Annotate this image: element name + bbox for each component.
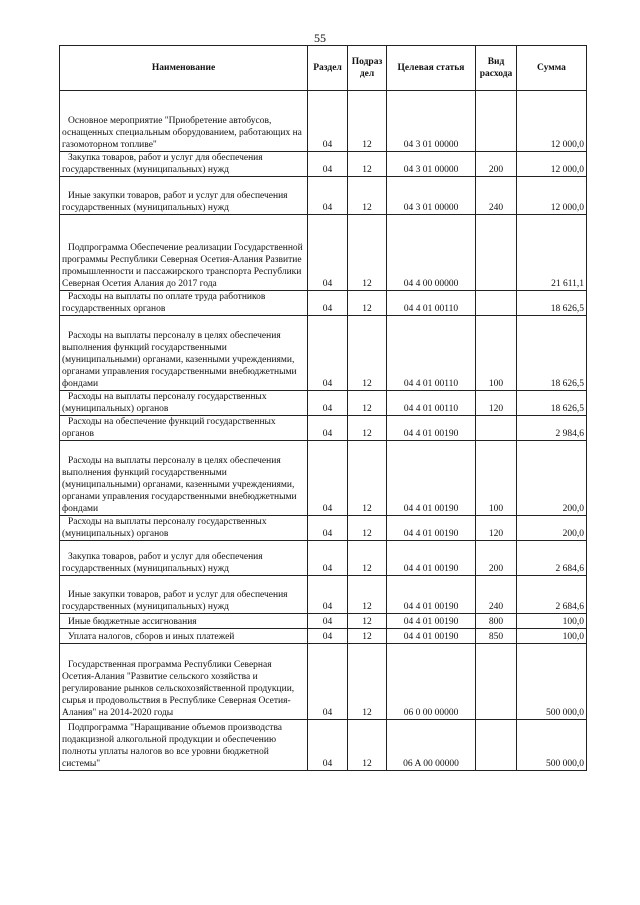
row-name: Уплата налогов, сборов и иных платежей xyxy=(60,629,308,644)
row-section: 04 xyxy=(308,391,348,416)
row-subsection: 12 xyxy=(348,441,387,516)
table-row xyxy=(60,152,587,177)
row-subsection: 12 xyxy=(348,516,387,541)
row-article: 04 4 01 00190 xyxy=(387,541,476,576)
row-kind: 800 xyxy=(476,614,517,629)
row-article: 04 4 01 00190 xyxy=(387,629,476,644)
row-kind: 120 xyxy=(476,516,517,541)
row-name: Подпрограмма Обеспечение реализации Государственной программы Республики Северная Осетия-Алания Развитие промышленности и пассажирского транспорта Республики Северная Осетия Алания до 2017 года xyxy=(60,215,308,291)
table-row xyxy=(60,91,587,152)
row-section: 04 xyxy=(308,629,348,644)
row-article: 04 4 01 00190 xyxy=(387,516,476,541)
row-sum: 18 626,5 xyxy=(517,316,587,391)
row-kind: 240 xyxy=(476,177,517,215)
row-name: Расходы на выплаты персоналу в целях обеспечения выполнения функций государственными (муниципальными) органами, казенными учреждениями, органами управления государственными внебюджетными фондами xyxy=(60,316,308,391)
row-sum: 500 000,0 xyxy=(517,644,587,720)
table-row xyxy=(60,291,587,316)
row-article: 04 4 01 00190 xyxy=(387,416,476,441)
row-subsection: 12 xyxy=(348,391,387,416)
row-article: 04 4 01 00110 xyxy=(387,391,476,416)
row-article: 04 4 01 00190 xyxy=(387,441,476,516)
row-subsection: 12 xyxy=(348,720,387,771)
row-sum: 500 000,0 xyxy=(517,720,587,771)
row-sum: 18 626,5 xyxy=(517,391,587,416)
table-row xyxy=(60,215,587,291)
row-section: 04 xyxy=(308,576,348,614)
row-section: 04 xyxy=(308,614,348,629)
table-row xyxy=(60,177,587,215)
table-row xyxy=(60,541,587,576)
header-section: Раздел xyxy=(308,46,348,91)
row-kind xyxy=(476,720,517,771)
row-kind xyxy=(476,644,517,720)
row-name: Закупка товаров, работ и услуг для обеспечения государственных (муниципальных) нужд xyxy=(60,541,308,576)
row-sum: 100,0 xyxy=(517,629,587,644)
row-sum: 21 611,1 xyxy=(517,215,587,291)
row-section: 04 xyxy=(308,291,348,316)
table-header-row xyxy=(60,46,587,91)
row-subsection: 12 xyxy=(348,629,387,644)
row-subsection: 12 xyxy=(348,614,387,629)
table-row xyxy=(60,391,587,416)
row-subsection: 12 xyxy=(348,576,387,614)
row-kind: 240 xyxy=(476,576,517,614)
row-name: Закупка товаров, работ и услуг для обеспечения государственных (муниципальных) нужд xyxy=(60,152,308,177)
row-sum: 200,0 xyxy=(517,516,587,541)
header-sum: Сумма xyxy=(517,46,587,91)
row-section: 04 xyxy=(308,516,348,541)
row-name: Подпрограмма "Наращивание объемов производства подакцизной алкогольной продукции и обеспечению полноты уплаты налогов во все уровни бюджетной системы" xyxy=(60,720,308,771)
row-article: 04 3 01 00000 xyxy=(387,91,476,152)
row-article: 04 4 00 00000 xyxy=(387,215,476,291)
row-kind xyxy=(476,91,517,152)
row-sum: 200,0 xyxy=(517,441,587,516)
row-name: Иные бюджетные ассигнования xyxy=(60,614,308,629)
header-article: Целевая статья xyxy=(387,46,476,91)
row-name: Расходы на выплаты персоналу государственных (муниципальных) органов xyxy=(60,516,308,541)
table-row xyxy=(60,516,587,541)
row-section: 04 xyxy=(308,720,348,771)
row-sum: 18 626,5 xyxy=(517,291,587,316)
row-subsection: 12 xyxy=(348,152,387,177)
row-kind: 120 xyxy=(476,391,517,416)
row-sum: 12 000,0 xyxy=(517,177,587,215)
row-kind xyxy=(476,291,517,316)
row-kind xyxy=(476,416,517,441)
row-section: 04 xyxy=(308,416,348,441)
row-kind: 100 xyxy=(476,316,517,391)
row-article: 06 0 00 00000 xyxy=(387,644,476,720)
table-row xyxy=(60,316,587,391)
row-sum: 12 000,0 xyxy=(517,152,587,177)
row-subsection: 12 xyxy=(348,215,387,291)
row-kind: 100 xyxy=(476,441,517,516)
row-kind: 850 xyxy=(476,629,517,644)
row-subsection: 12 xyxy=(348,177,387,215)
row-article: 04 4 01 00190 xyxy=(387,576,476,614)
row-sum: 12 000,0 xyxy=(517,91,587,152)
page-number: 55 xyxy=(314,31,326,45)
header-name: Наименование xyxy=(60,46,308,91)
row-name: Государственная программа Республики Северная Осетия-Алания "Развитие сельского хозяйства и регулирование рынков сельскохозяйственной продукции, сырья и продовольствия в Республике Северная Осетия-Алания" на 2014-2020 годы xyxy=(60,644,308,720)
row-section: 04 xyxy=(308,316,348,391)
row-article: 04 3 01 00000 xyxy=(387,177,476,215)
row-subsection: 12 xyxy=(348,416,387,441)
row-sum: 100,0 xyxy=(517,614,587,629)
row-subsection: 12 xyxy=(348,644,387,720)
row-name: Расходы на обеспечение функций государственных органов xyxy=(60,416,308,441)
row-section: 04 xyxy=(308,215,348,291)
table-row xyxy=(60,614,587,629)
row-section: 04 xyxy=(308,441,348,516)
row-section: 04 xyxy=(308,91,348,152)
table-row xyxy=(60,416,587,441)
header-kind: Вид расхода xyxy=(476,46,517,91)
row-name: Основное мероприятие "Приобретение автобусов, оснащенных специальным оборудованием, работающих на газомоторном топливе" xyxy=(60,91,308,152)
table-row xyxy=(60,644,587,720)
row-name: Иные закупки товаров, работ и услуг для обеспечения государственных (муниципальных) нужд xyxy=(60,576,308,614)
row-section: 04 xyxy=(308,177,348,215)
table-row xyxy=(60,629,587,644)
row-name: Иные закупки товаров, работ и услуг для обеспечения государственных (муниципальных) нужд xyxy=(60,177,308,215)
row-section: 04 xyxy=(308,541,348,576)
row-sum: 2 984,6 xyxy=(517,416,587,441)
header-subsection: Подраз дел xyxy=(348,46,387,91)
row-sum: 2 684,6 xyxy=(517,541,587,576)
row-kind: 200 xyxy=(476,152,517,177)
row-article: 04 3 01 00000 xyxy=(387,152,476,177)
row-subsection: 12 xyxy=(348,91,387,152)
table-row xyxy=(60,720,587,771)
row-article: 04 4 01 00110 xyxy=(387,291,476,316)
table-row xyxy=(60,441,587,516)
row-kind: 200 xyxy=(476,541,517,576)
row-section: 04 xyxy=(308,152,348,177)
row-article: 06 A 00 00000 xyxy=(387,720,476,771)
row-name: Расходы на выплаты персоналу государственных (муниципальных) органов xyxy=(60,391,308,416)
row-subsection: 12 xyxy=(348,316,387,391)
row-section: 04 xyxy=(308,644,348,720)
table-row xyxy=(60,576,587,614)
row-sum: 2 684,6 xyxy=(517,576,587,614)
row-kind xyxy=(476,215,517,291)
row-article: 04 4 01 00110 xyxy=(387,316,476,391)
row-subsection: 12 xyxy=(348,291,387,316)
row-name: Расходы на выплаты по оплате труда работников государственных органов xyxy=(60,291,308,316)
row-name: Расходы на выплаты персоналу в целях обеспечения выполнения функций государственными (муниципальными) органами, казенными учреждениями, органами управления государственными внебюджетными фондами xyxy=(60,441,308,516)
row-subsection: 12 xyxy=(348,541,387,576)
budget-table xyxy=(59,45,587,771)
row-article: 04 4 01 00190 xyxy=(387,614,476,629)
